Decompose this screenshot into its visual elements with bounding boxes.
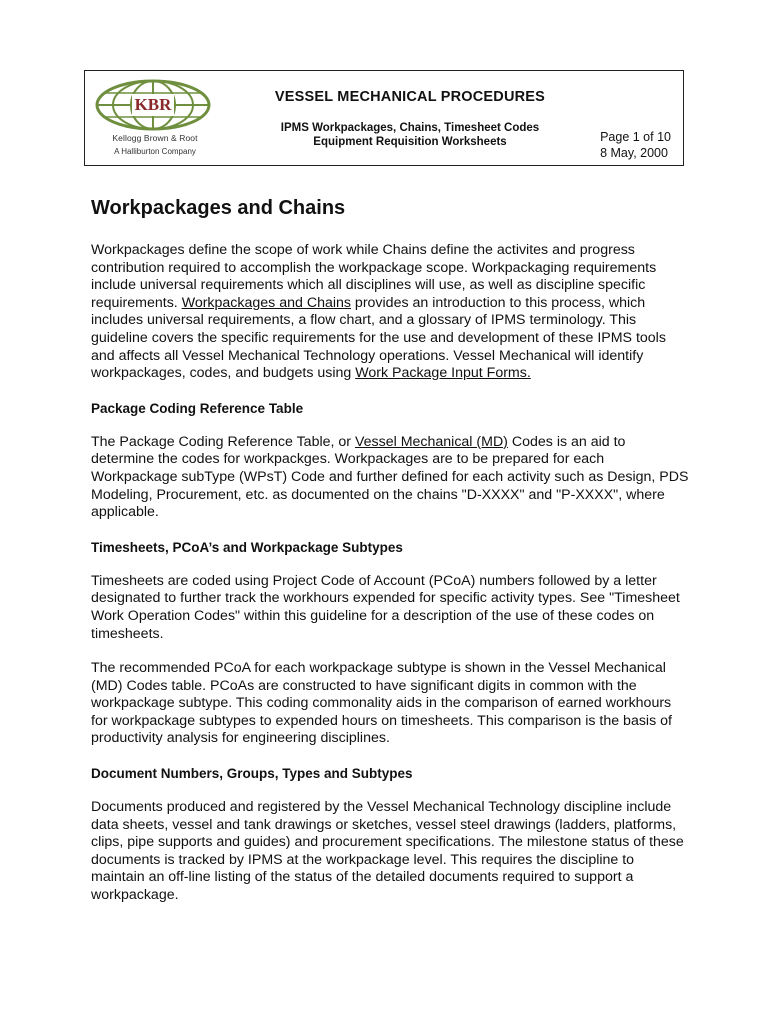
logo-wordmark: KBR [134,95,172,114]
package-coding-text-2: Codes is an aid to determine the codes for workpackges. Workpackages are to be prepared for each Workpackage subType (WPsT) Code and further defined for each activity such as Design, PDS Modeling, Procurement, etc. as documented on the chains "D-XXXX" and "P-XXXX", where applicable. [91,433,689,521]
document-title: VESSEL MECHANICAL PROCEDURES [274,89,546,105]
document-date: 8 May, 2000 [600,146,668,160]
workpackages-and-chains-link[interactable]: Workpackages and Chains [181,294,351,311]
page-info [600,129,671,161]
section-heading: Workpackages and Chains [91,197,346,219]
document-numbers-heading: Document Numbers, Groups, Types and Subtypes [91,766,413,782]
document-body [91,196,691,922]
company-name: Kellogg Brown & Root [112,133,198,143]
intro-text-1: Workpackages define the scope of work while Chains define the activites and progress contribution required to accomplish the workpackage scope. Workpackaging requirements include universal requirements which all disciplines will use, as well as discipline specific requirements. [91,242,657,311]
document-numbers-paragraph: Documents produced and registered by the Vessel Mechanical Technology discipline include data sheets, vessel and tank drawings or sketches, vessel steel drawings (ladders, platforms, clips, pipe supports and guides) and procurement specifications. The milestone status of these documents is tracked by IPMS at the workpackage level. This requires the discipline to maintain an off-line listing of the status of the detailed documents required to support a workpackage. [91,799,684,904]
timesheets-paragraph-2: The recommended PCoA for each workpackage subtype is shown in the Vessel Mechanical (MD) Codes table. PCoAs are constructed to have significant digits in common with the workpackage subtype. This coding commonality aids in the comparison of earned workhours for workpackage subtypes to expended hours on timesheets. This comparison is the basis of productivity analysis for engineering disciplines. [91,660,672,747]
timesheets-heading: Timesheets, PCoA’s and Workpackage Subtypes [91,539,403,555]
document-subtitle-2: Equipment Requisition Worksheets [313,136,507,148]
intro-text-2: provides an introduction to this process, which includes universal requirements, a flow chart, and a glossary of IPMS terminology. This guideline covers the specific requirements for the use and development of these IPMS tools and affects all Vessel Mechanical Technology operations. Vessel Mechanical will identify workpackages, codes, and budgets using [91,294,666,382]
document-subtitle-1: IPMS Workpackages, Chains, Timesheet Codes [280,122,540,134]
timesheets-paragraph-1: Timesheets are coded using Project Code of Account (PCoA) numbers followed by a letter designated to further track the workhours expended for specific activity types. See "Timesheet Work Operation Codes" within this guideline for a description of the use of these codes on timesheets. [91,572,680,642]
package-coding-paragraph [91,434,691,522]
parent-company: A Halliburton Company [114,147,196,156]
work-package-input-forms-link[interactable]: Work Package Input Forms. [355,365,531,382]
package-coding-heading: Package Coding Reference Table [91,400,304,416]
page-number: Page 1 of 10 [600,130,671,144]
company-logo [93,79,213,159]
page-header [84,70,684,166]
vessel-mechanical-md-link[interactable]: Vessel Mechanical (MD) [354,433,508,450]
intro-paragraph [91,242,691,383]
package-coding-text-1: The Package Coding Reference Table, or [91,433,355,450]
